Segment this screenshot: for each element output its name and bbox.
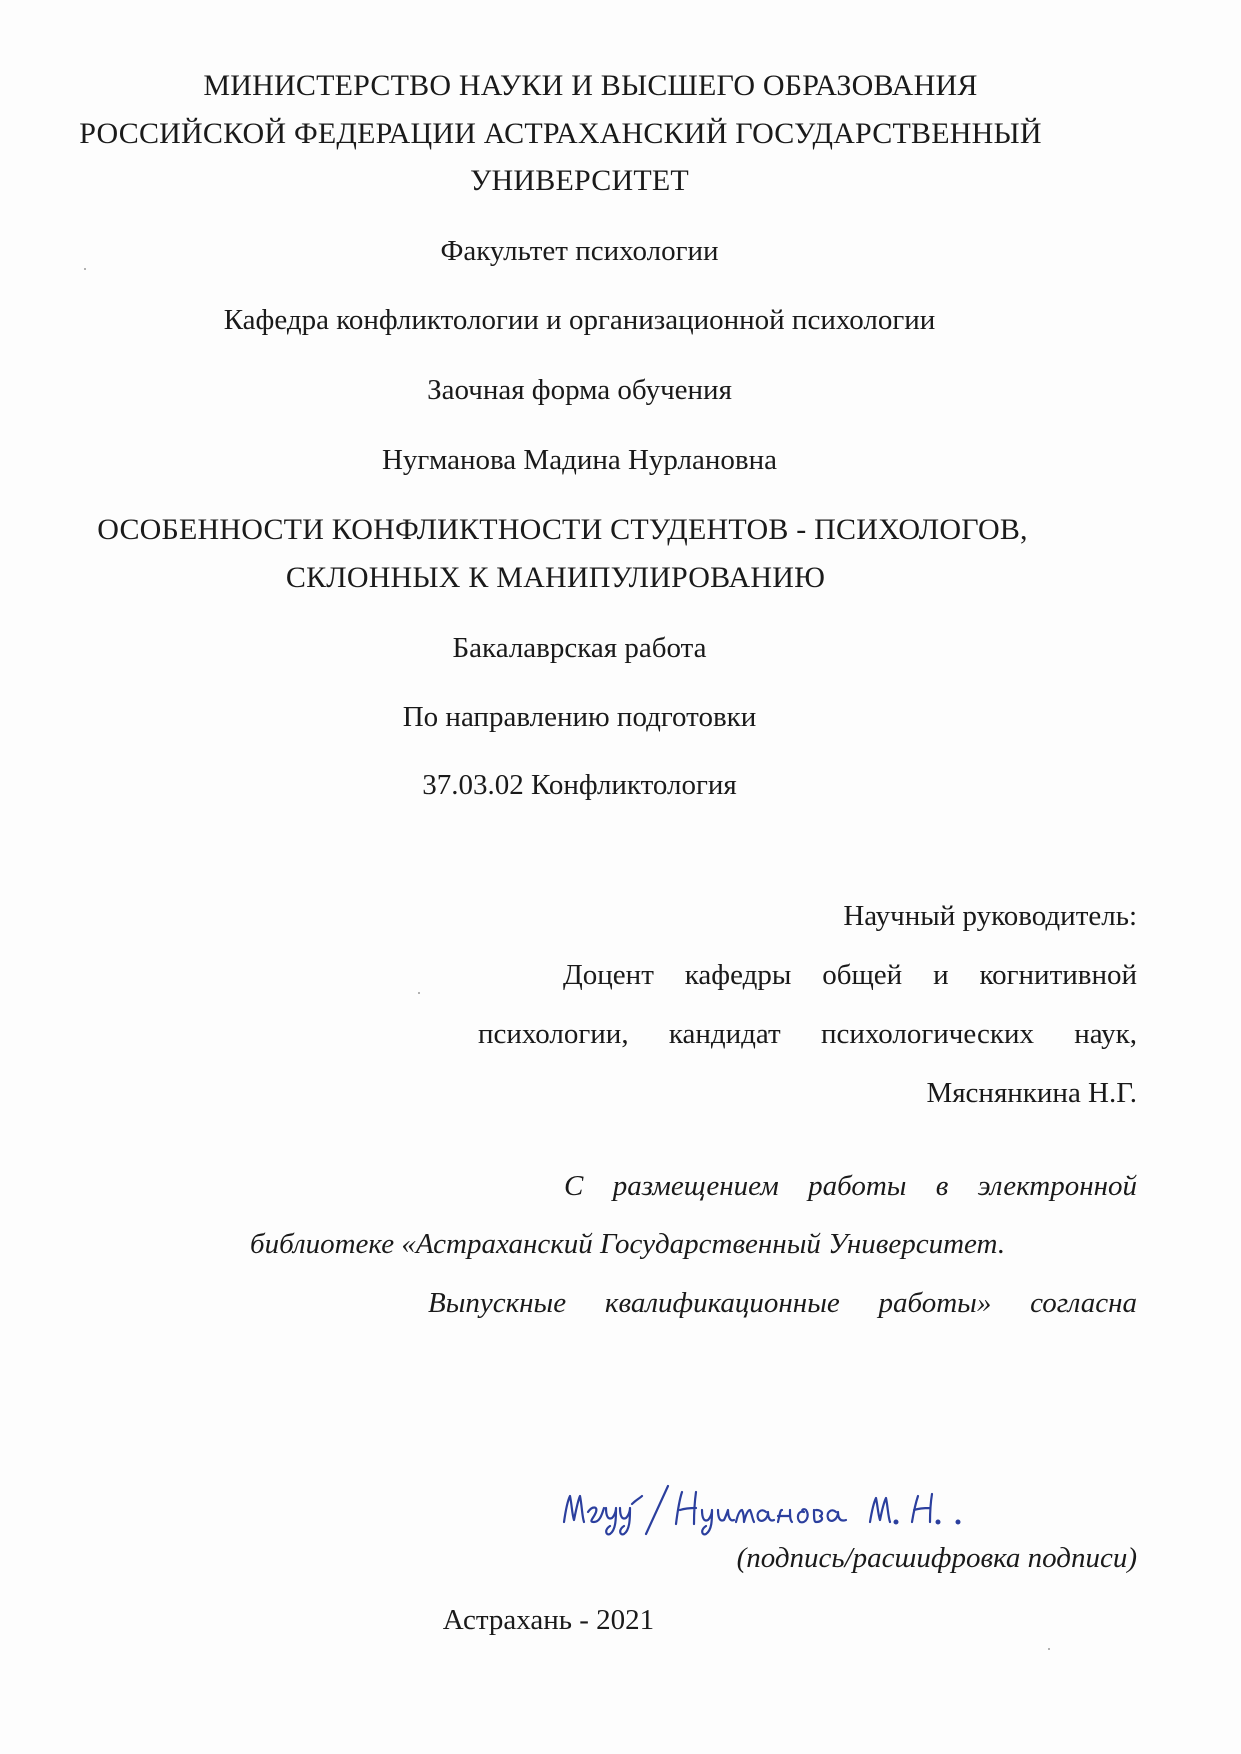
direction-label: По направлению подготовки: [402, 701, 757, 733]
study-form: Заочная форма обучения: [427, 374, 732, 406]
author-name: Нугманова Мадина Нурлановна: [381, 444, 777, 476]
department: Кафедра конфликтологии и организационной психологии: [223, 304, 936, 336]
scan-speck: [1048, 1648, 1050, 1650]
faculty: Факультет психологии: [440, 235, 719, 267]
supervisor-position-line-2: психологии, кандидат психологических наук,: [478, 1018, 1137, 1050]
scan-speck: [84, 268, 86, 270]
scan-speck: [418, 992, 420, 994]
thesis-title-line-1: ОСОБЕННОСТИ КОНФЛИКТНОСТИ СТУДЕНТОВ - ПСИХОЛОГОВ,: [97, 513, 1028, 546]
handwritten-signature: [560, 1478, 1000, 1538]
ministry-line-1: МИНИСТЕРСТВО НАУКИ И ВЫСШЕГО ОБРАЗОВАНИЯ: [203, 69, 978, 102]
supervisor-name: Мяснянкина Н.Г.: [926, 1077, 1137, 1109]
ministry-line-2: РОССИЙСКОЙ ФЕДЕРАЦИИ АСТРАХАНСКИЙ ГОСУДАРСТВЕННЫЙ: [79, 117, 1042, 150]
consent-line-2: библиотеке «Астраханский Государственный Университет.: [250, 1228, 1006, 1260]
direction-code: 37.03.02 Конфликтология: [422, 769, 737, 801]
work-type: Бакалаврская работа: [452, 632, 707, 664]
signature-caption: (подпись/расшифровка подписи): [736, 1542, 1137, 1574]
consent-line-3: Выпускные квалификационные работы» согласна: [428, 1287, 1137, 1319]
consent-line-1: С размещением работы в электронной: [564, 1170, 1137, 1202]
thesis-title-line-2: СКЛОННЫХ К МАНИПУЛИРОВАНИЮ: [285, 561, 826, 594]
city-year: Астрахань - 2021: [442, 1604, 655, 1636]
ministry-line-3: УНИВЕРСИТЕТ: [470, 164, 689, 197]
supervisor-label: Научный руководитель:: [843, 900, 1137, 932]
supervisor-position-line-1: Доцент кафедры общей и когнитивной: [563, 959, 1137, 991]
